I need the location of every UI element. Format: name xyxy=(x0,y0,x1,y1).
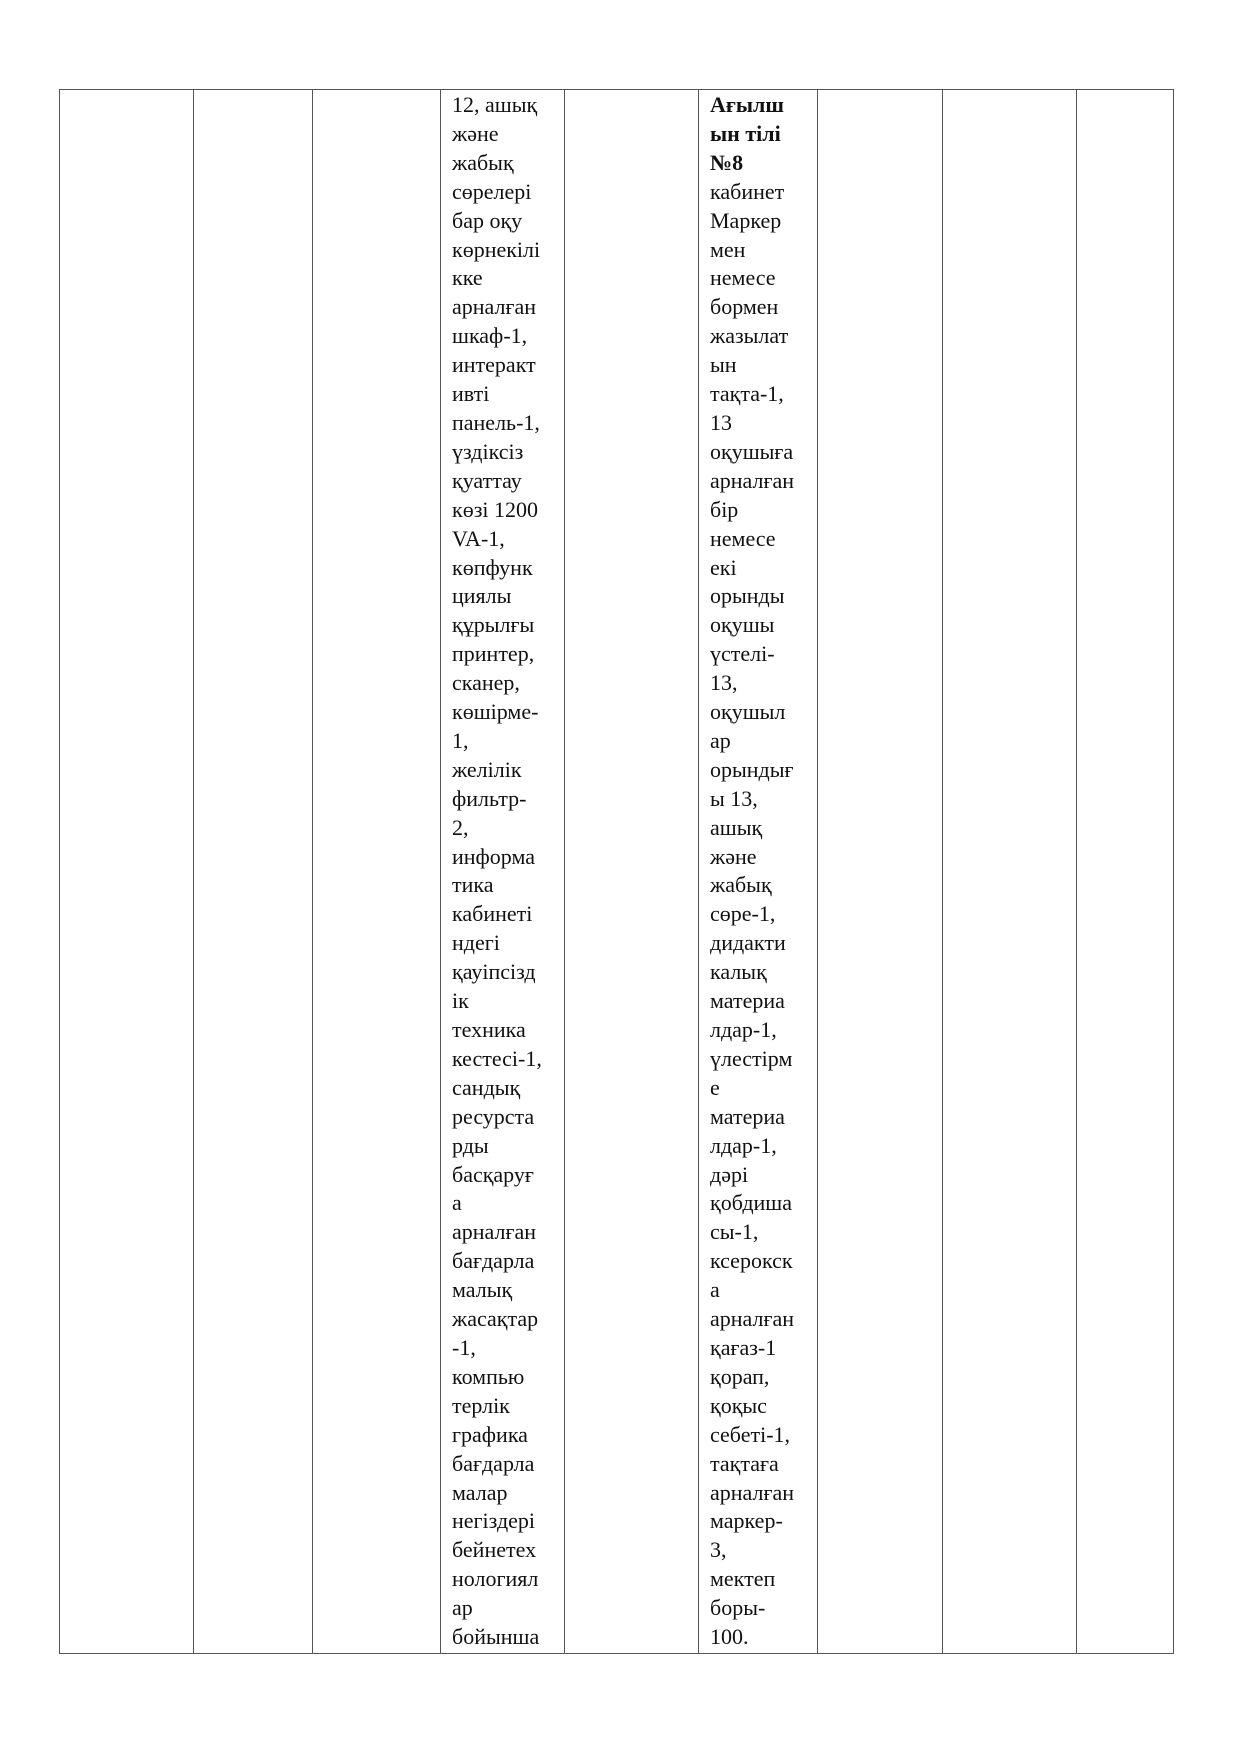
cell-text-line: ндегі xyxy=(452,930,500,956)
cell-text-line: тика xyxy=(452,872,494,898)
cell-text-line: 1, xyxy=(452,727,469,753)
cell-text-line: -1, xyxy=(452,1334,476,1360)
cell-text-line: лдар-1, xyxy=(710,1017,777,1042)
cell-text-line: малық xyxy=(452,1277,513,1303)
room-title-line: ын тілі xyxy=(710,120,781,146)
cell-text-line: VA-1, xyxy=(452,525,505,551)
cell-text-line: көшірме- xyxy=(452,699,539,725)
cell-text-line: е xyxy=(710,1074,720,1100)
cell-text-line: 100. xyxy=(710,1624,749,1650)
cell-text-line: принтер, xyxy=(452,641,535,667)
cell-text-line: нологиял xyxy=(452,1566,539,1592)
cell-text-line: үздіксіз xyxy=(452,438,524,464)
cell-text-line: сы-1, xyxy=(710,1219,759,1245)
cell-text-line: шкаф-1, xyxy=(452,323,528,349)
cell-text-line: циялы xyxy=(452,583,512,609)
cell-text-line: немесе xyxy=(710,265,776,291)
cell-text-line: бағдарла xyxy=(452,1450,535,1476)
cell-text-line: техника xyxy=(452,1017,526,1042)
cell-text-line: көрнекілі xyxy=(452,236,541,262)
cell-text-line: бар оқу xyxy=(452,207,523,233)
cell-text-line: бір xyxy=(710,496,739,522)
cell-text-line: кабинет xyxy=(710,178,785,204)
cell-text-line: қуаттау xyxy=(452,467,522,493)
cell-text-line: бормен xyxy=(710,294,779,320)
cell-text-line: қорап, xyxy=(710,1363,770,1389)
cell-text-line: екі xyxy=(710,554,737,580)
cell-text-line: ивті xyxy=(452,381,490,407)
cell-text-line: көпфунк xyxy=(452,554,533,580)
cell-text-line: кке xyxy=(452,265,483,291)
cell-text-line: ік xyxy=(452,988,469,1014)
equipment-list-cell xyxy=(440,90,564,1653)
cell-text-line: рды xyxy=(452,1132,489,1158)
column-divider xyxy=(1076,90,1077,1653)
cell-text-line: қауіпсізд xyxy=(452,959,536,985)
cell-text-line: көзі 1200 xyxy=(452,496,538,522)
cell-text-line: калық xyxy=(710,959,767,985)
cell-text-line: ашық xyxy=(710,814,763,840)
cell-text-line: 13, xyxy=(710,670,738,696)
cell-text-line: бейнетех xyxy=(452,1537,537,1563)
cell-text-line: және xyxy=(710,843,757,869)
cell-text-line: кабинеті xyxy=(452,901,533,927)
cell-text-line: 2, xyxy=(452,814,469,840)
cell-text-line: қағаз-1 xyxy=(710,1334,777,1360)
cell-text-line: а xyxy=(452,1190,462,1216)
cell-text-line: графика xyxy=(452,1421,528,1447)
cell-text-line: орындығ xyxy=(710,756,794,782)
cell-text-line: мен xyxy=(710,236,746,262)
column-divider xyxy=(312,90,313,1653)
cell-text-line: арналған xyxy=(710,1479,795,1505)
cell-text-line: сандық xyxy=(452,1074,521,1100)
cell-text-line: жабық xyxy=(710,872,772,898)
cell-text-line: компью xyxy=(452,1363,525,1389)
cell-text-line: панель-1, xyxy=(452,409,540,435)
cell-text-line: оқушыға xyxy=(710,438,794,464)
cell-text-line: малар xyxy=(452,1479,508,1505)
cell-text-line: ар xyxy=(452,1595,473,1621)
cell-text-line: ын xyxy=(710,352,737,378)
cell-text-line: және xyxy=(452,120,499,146)
cell-text-line: а xyxy=(710,1277,720,1303)
cell-text-line: материа xyxy=(710,988,785,1014)
cell-text-line: сканер, xyxy=(452,670,520,696)
cell-text-line: 12, ашық xyxy=(452,92,538,117)
cell-text-line: жабық xyxy=(452,149,514,175)
cell-text-line: сөре-1, xyxy=(710,901,776,927)
cell-text-line: дидакти xyxy=(710,930,786,956)
cell-text-line: үлестірм xyxy=(710,1045,793,1071)
cell-text-line: оқушыл xyxy=(710,699,786,725)
cell-text-line: боры- xyxy=(710,1595,766,1621)
cell-text-line: 13 xyxy=(710,409,732,435)
cell-text-line: құрылғы xyxy=(452,612,535,638)
cell-text-line: мектеп xyxy=(710,1566,776,1592)
cell-text-line: ы 13, xyxy=(710,785,758,811)
cell-text-line: орынды xyxy=(710,583,785,609)
cell-text-line: арналған xyxy=(710,1306,795,1332)
cell-text-line: Маркер xyxy=(710,207,782,233)
room-title-line: Ағылш xyxy=(710,92,784,117)
cell-text-line: себеті-1, xyxy=(710,1421,791,1447)
cell-text-line: сөрелері xyxy=(452,178,532,204)
english-room-cell xyxy=(698,90,817,1653)
cell-text-line: маркер- xyxy=(710,1508,783,1534)
cell-text-line: бойынша xyxy=(452,1624,540,1650)
cell-text-line: негіздері xyxy=(452,1508,536,1534)
cell-text-line: ксерокск xyxy=(710,1248,793,1274)
column-divider xyxy=(817,90,818,1653)
column-divider xyxy=(193,90,194,1653)
cell-text-line: қобдиша xyxy=(710,1190,793,1216)
cell-text-line: интеракт xyxy=(452,352,536,378)
cell-text-line: тақта-1, xyxy=(710,381,784,407)
column-divider xyxy=(942,90,943,1653)
cell-text-line: арналған xyxy=(452,294,537,320)
cell-text-line: желілік xyxy=(452,756,522,782)
cell-text-line: жазылат xyxy=(710,323,789,349)
room-title-line: №8 xyxy=(710,149,744,175)
cell-text-line: немесе xyxy=(710,525,776,551)
cell-text-line: жасақтар xyxy=(452,1306,539,1332)
cell-text-line: арналған xyxy=(710,467,795,493)
cell-text-line: лдар-1, xyxy=(710,1132,777,1158)
cell-text-line: қоқыс xyxy=(710,1392,767,1418)
cell-text-line: 3, xyxy=(710,1537,727,1563)
cell-text-line: ресурста xyxy=(452,1103,535,1129)
cell-text-line: арналған xyxy=(452,1219,537,1245)
cell-text-line: ар xyxy=(710,727,731,753)
cell-text-line: оқушы xyxy=(710,612,775,638)
cell-text-line: информа xyxy=(452,843,536,869)
column-divider xyxy=(564,90,565,1653)
cell-text-line: бағдарла xyxy=(452,1248,535,1274)
cell-text-line: дәрі xyxy=(710,1161,749,1187)
cell-text-line: материа xyxy=(710,1103,785,1129)
cell-text-line: басқаруғ xyxy=(452,1161,534,1187)
cell-text-line: терлік xyxy=(452,1392,510,1418)
equipment-table xyxy=(59,89,1174,1654)
cell-text-line: тақтаға xyxy=(710,1450,779,1476)
cell-text-line: үстелі- xyxy=(710,641,775,667)
cell-text-line: кестесі-1, xyxy=(452,1045,542,1071)
cell-text-line: фильтр- xyxy=(452,785,527,811)
